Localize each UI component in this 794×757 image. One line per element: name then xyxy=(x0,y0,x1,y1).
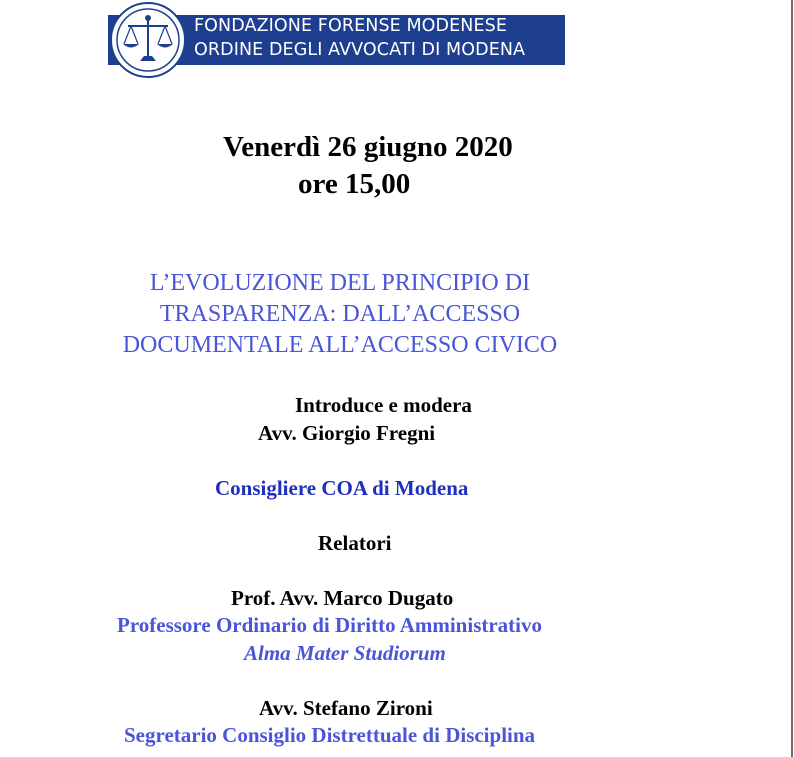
event-date: Venerdì 26 giugno 2020 xyxy=(223,131,513,163)
scales-of-justice-icon xyxy=(110,2,186,78)
header-line-2: ORDINE DEGLI AVVOCATI DI MODENA xyxy=(194,40,526,60)
event-time: ore 15,00 xyxy=(298,168,411,200)
moderator-heading: Introduce e modera xyxy=(295,393,472,417)
header-text xyxy=(194,14,525,62)
speaker-2-role: Segretario Consiglio Distrettuale di Disciplina xyxy=(124,723,536,747)
moderator-role: Consigliere COA di Modena xyxy=(215,476,469,500)
speaker-1-affiliation: Alma Mater Studiorum xyxy=(244,641,446,665)
title-line-1: L’EVOLUZIONE DEL PRINCIPIO DI xyxy=(149,270,531,296)
speaker-2-name: Avv. Stefano Zironi xyxy=(259,696,433,720)
speaker-1-name: Prof. Avv. Marco Dugato xyxy=(231,586,454,610)
page-right-border xyxy=(791,0,793,757)
header-line-1: FONDAZIONE FORENSE MODENESE xyxy=(194,16,508,36)
title-line-3: DOCUMENTALE ALL’ACCESSO CIVICO xyxy=(122,332,558,358)
speakers-heading: Relatori xyxy=(318,531,392,555)
speaker-1-role: Professore Ordinario di Diritto Amministrativo xyxy=(117,613,543,637)
title-line-2: TRASPARENZA: DALL’ACCESSO xyxy=(159,301,521,327)
moderator-name: Avv. Giorgio Fregni xyxy=(258,421,436,445)
